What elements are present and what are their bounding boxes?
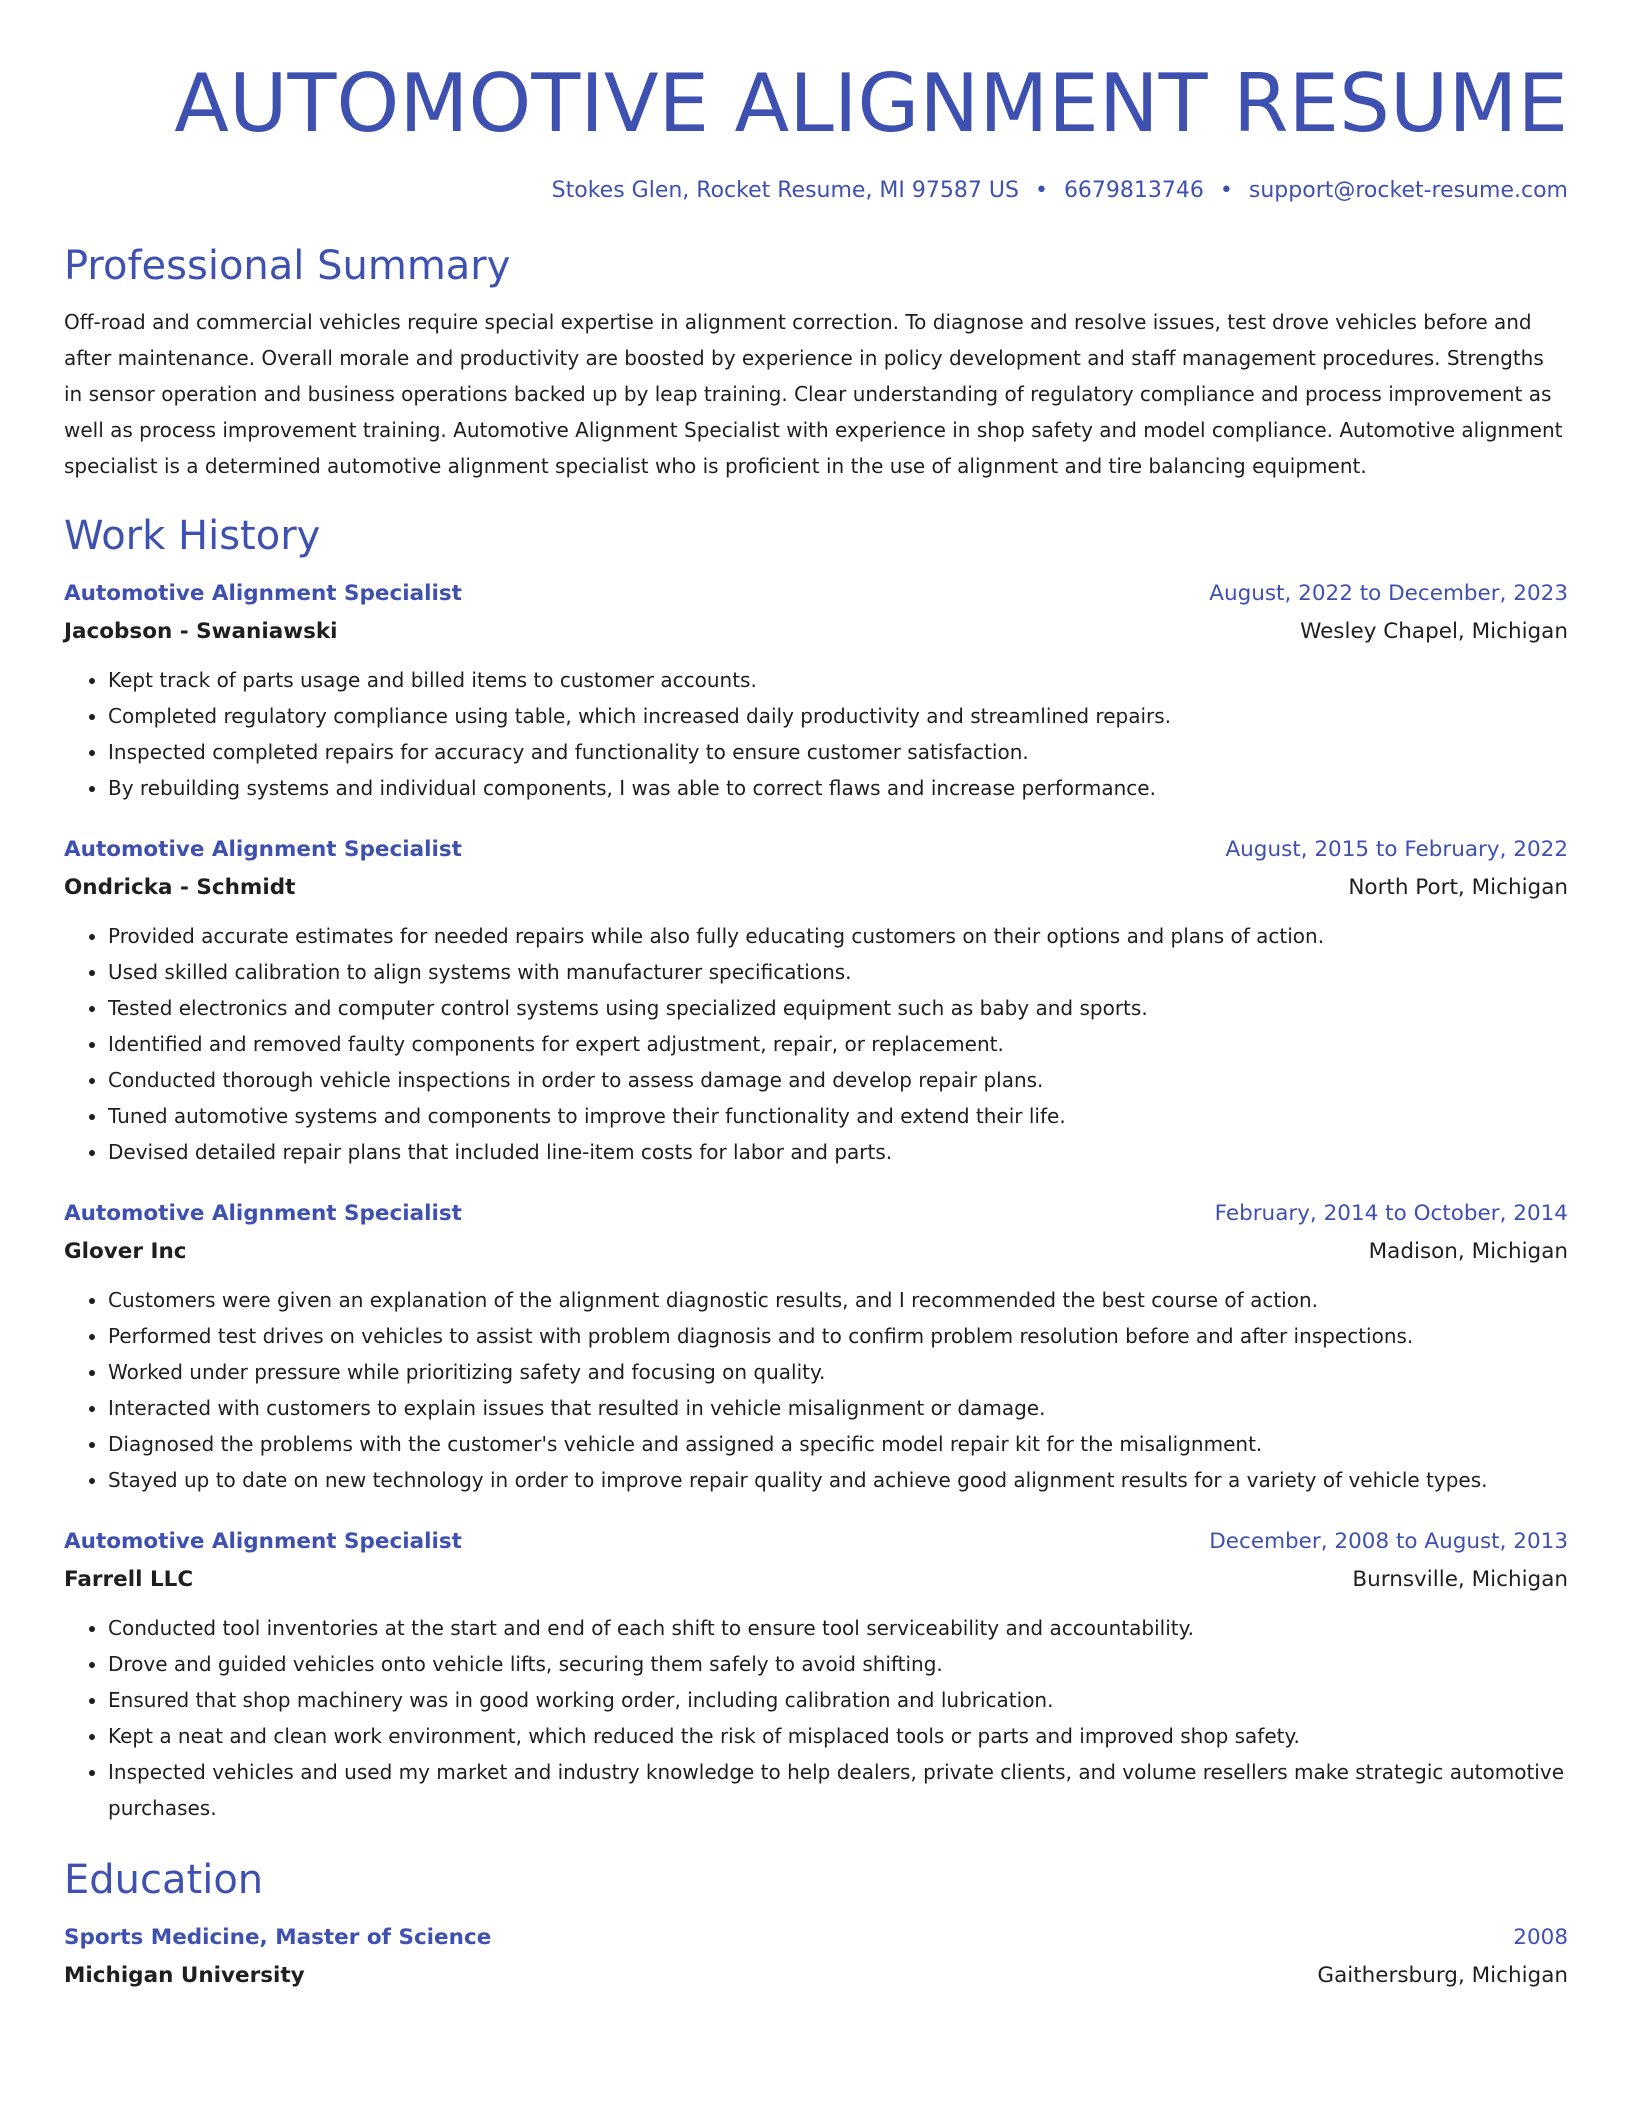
education-header-row <box>64 1920 1568 1956</box>
job-company: Glover Inc <box>64 1239 187 1264</box>
job-bullet: • Stayed up to date on new technology in order to improve repair quality and achieve good alignment results for a variety of vehicle types. <box>108 1462 1568 1498</box>
job-dates: December, 2008 to August, 2013 <box>1209 1529 1568 1554</box>
job-bullet: • Identified and removed faulty components for expert adjustment, repair, or replacement. <box>108 1026 1568 1062</box>
job-bullet: • Used skilled calibration to align systems with manufacturer specifications. <box>108 954 1568 990</box>
work-history-heading: Work History <box>64 513 321 559</box>
summary-heading: Professional Summary <box>64 243 511 289</box>
job-bullet: • Completed regulatory compliance using table, which increased daily productivity and streamlined repairs. <box>108 698 1568 734</box>
job-bullet: • Inspected completed repairs for accuracy and functionality to ensure customer satisfaction. <box>108 734 1568 770</box>
job-header-row <box>64 1524 1568 1560</box>
summary-text: Off-road and commercial vehicles require special expertise in alignment correction. To diagnose and resolve issues, test drove vehicles before and after maintenance. Overall morale and productivity are boosted by experience in policy development and staff management procedures. Strengths in sensor operation and business operations backed up by leap training. Clear understanding of regulatory compliance and process improvement as well as process improvement training. Automotive Alignment Specialist with experience in shop safety and model compliance. Automotive alignment specialist is a determined automotive alignment specialist who is proficient in the use of alignment and tire balancing equipment. <box>64 310 1563 478</box>
contact-separator: • <box>1219 178 1233 203</box>
education-year: 2008 <box>1513 1925 1568 1950</box>
job-bullet: • Conducted thorough vehicle inspections in order to assess damage and develop repair plans. <box>108 1062 1568 1098</box>
job-bullet: • Tested electronics and computer control systems using specialized equipment such as baby and sports. <box>108 990 1568 1026</box>
job-location: Burnsville, Michigan <box>1352 1567 1568 1592</box>
education-heading: Education <box>64 1857 264 1903</box>
job-location: North Port, Michigan <box>1348 875 1568 900</box>
job-bullet: • Conducted tool inventories at the start and end of each shift to ensure tool serviceability and accountability. <box>108 1610 1568 1646</box>
contact-phone: 6679813746 <box>1063 178 1204 203</box>
job-entry <box>64 576 1568 806</box>
job-company-row <box>64 1560 1568 1600</box>
job-company-row <box>64 868 1568 908</box>
job-header-row <box>64 832 1568 868</box>
job-entry <box>64 1524 1568 1826</box>
job-bullet: • Devised detailed repair plans that included line-item costs for labor and parts. <box>108 1134 1568 1170</box>
contact-separator: • <box>1034 178 1048 203</box>
job-bullet: • Performed test drives on vehicles to assist with problem diagnosis and to confirm problem resolution before and after inspections. <box>108 1318 1568 1354</box>
job-bullet: • Drove and guided vehicles onto vehicle lifts, securing them safely to avoid shifting. <box>108 1646 1568 1682</box>
job-bullets <box>64 662 1568 806</box>
resume-title: AUTOMOTIVE ALIGNMENT RESUME <box>174 57 1568 150</box>
job-dates: February, 2014 to October, 2014 <box>1214 1201 1568 1226</box>
job-bullet: • Ensured that shop machinery was in good working order, including calibration and lubrication. <box>108 1682 1568 1718</box>
job-bullet: • Tuned automotive systems and components to improve their functionality and extend their life. <box>108 1098 1568 1134</box>
job-title: Automotive Alignment Specialist <box>64 581 462 606</box>
contact-email: support@rocket-resume.com <box>1248 178 1568 203</box>
job-location: Madison, Michigan <box>1368 1239 1568 1264</box>
job-entry <box>64 1196 1568 1498</box>
job-company: Farrell LLC <box>64 1567 194 1592</box>
job-title: Automotive Alignment Specialist <box>64 1529 462 1554</box>
job-bullet: • Worked under pressure while prioritizing safety and focusing on quality. <box>108 1354 1568 1390</box>
job-company-row <box>64 612 1568 652</box>
job-bullet: • Diagnosed the problems with the customer's vehicle and assigned a specific model repair kit for the misalignment. <box>108 1426 1568 1462</box>
job-bullet: • Provided accurate estimates for needed repairs while also fully educating customers on their options and plans of action. <box>108 918 1568 954</box>
education-school-row <box>64 1956 1568 1996</box>
job-header-row <box>64 576 1568 612</box>
education-entry <box>64 1920 1568 1996</box>
education-school: Michigan University <box>64 1963 305 1988</box>
job-bullet: • Customers were given an explanation of the alignment diagnostic results, and I recommended the best course of action. <box>108 1282 1568 1318</box>
job-title: Automotive Alignment Specialist <box>64 1201 462 1226</box>
job-company-row <box>64 1232 1568 1272</box>
job-bullets <box>64 1282 1568 1498</box>
job-dates: August, 2015 to February, 2022 <box>1225 837 1568 862</box>
job-bullet: • Interacted with customers to explain issues that resulted in vehicle misalignment or damage. <box>108 1390 1568 1426</box>
job-company: Jacobson - Swaniawski <box>64 619 338 644</box>
job-bullets <box>64 1610 1568 1826</box>
job-bullet: • Kept a neat and clean work environment, which reduced the risk of misplaced tools or parts and improved shop safety. <box>108 1718 1568 1754</box>
contact-address: Stokes Glen, Rocket Resume, MI 97587 US <box>551 178 1019 203</box>
job-entry <box>64 832 1568 1170</box>
job-company: Ondricka - Schmidt <box>64 875 296 900</box>
resume-page <box>64 0 1568 1996</box>
job-bullet: • Kept track of parts usage and billed items to customer accounts. <box>108 662 1568 698</box>
job-location: Wesley Chapel, Michigan <box>1300 619 1568 644</box>
education-location: Gaithersburg, Michigan <box>1317 1963 1568 1988</box>
job-bullets <box>64 918 1568 1170</box>
job-header-row <box>64 1196 1568 1232</box>
job-dates: August, 2022 to December, 2023 <box>1209 581 1568 606</box>
job-title: Automotive Alignment Specialist <box>64 837 462 862</box>
job-bullet: • Inspected vehicles and used my market and industry knowledge to help dealers, private clients, and volume resellers make strategic automotive purchases. <box>108 1754 1568 1826</box>
contact-line <box>64 176 1568 206</box>
job-bullet: • By rebuilding systems and individual components, I was able to correct flaws and increase performance. <box>108 770 1568 806</box>
education-degree: Sports Medicine, Master of Science <box>64 1925 492 1950</box>
